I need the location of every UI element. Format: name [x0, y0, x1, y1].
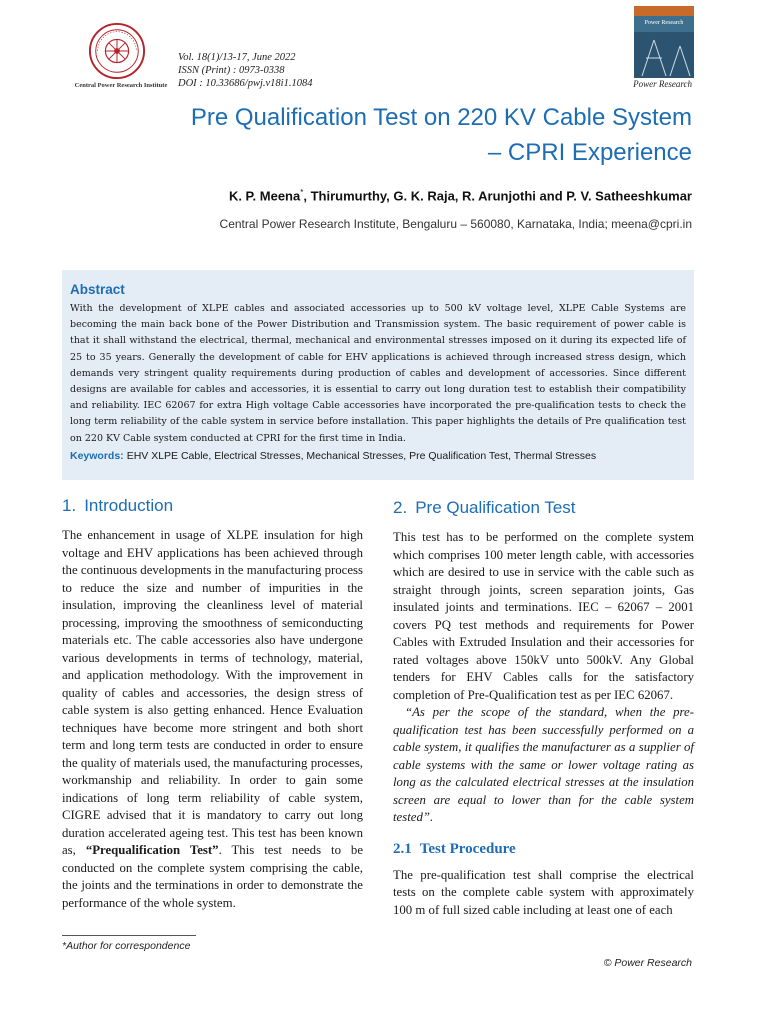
- issn-info: ISSN (Print) : 0973-0338: [178, 65, 285, 76]
- subsection-number: 2.1: [393, 840, 412, 857]
- abstract-box: [62, 270, 694, 480]
- section-title: Introduction: [84, 496, 174, 515]
- first-author: K. P. Meena: [228, 188, 301, 204]
- abstract-heading: Abstract: [70, 282, 125, 297]
- abstract-text: With the development of XLPE cables and associated accessories up to 500 kV voltage level, XLPE Cable Systems are becoming the main back bone of the Power Distribution and Transmission system. The basic requirement of power cable is that it shall withstand the electrical, thermal, mechanical and environmental stresses imposed on it during its expected life of 25 to 35 years. Generally the development of cable for EHV applications is achieved through increased stress design, which demands very stringent quality requirements during production of cables and development of accessories. Since different designs are available for cables and accessories, it is essential to carry out long duration test to establish their compatibility and reliability. IEC 62067 for extra High voltage Cable accessories have incorporated the pre-qualification tests to check the long term reliability of the cable system in service before installation. This paper highlights the details of Pre qualification test on 220 KV Cable system conducted at CPRI for the first time in India.: [70, 303, 686, 444]
- other-authors: , Thirumurthy, G. K. Raja, R. Arunjothi and P. V. Satheeshkumar: [303, 188, 692, 204]
- journal-cover-art-icon: [634, 6, 694, 78]
- doi-info: DOI : 10.33686/pwj.v18i1.1084: [178, 78, 313, 89]
- section-title: Pre Qualification Test: [415, 498, 576, 517]
- copyright-notice: © Power Research: [603, 957, 692, 969]
- title-line-2: – CPRI Experience: [487, 139, 692, 166]
- journal-cover-image: [634, 6, 694, 78]
- section-heading-pre-qualification-test: [393, 498, 694, 518]
- page-header: [0, 0, 768, 96]
- right-column: [393, 498, 694, 919]
- journal-name: Power Research: [633, 79, 692, 89]
- introduction-paragraph: [62, 527, 363, 912]
- pq-paragraph: This test has to be performed on the complete system which comprises 100 meter length cable, with accessories which are desired to use in service with the cable such as straight through joints, screen separation joints, Gas insulated joints and terminations. IEC – 62067 – 2001 covers PQ test methods and requirements for Power Cables with Extruded Insulation and their accessories for rated voltages above 150kV unto 500kV. Any Global tenders for EHV Cables calls for the satisfactory completion of Pre-Qualification test as per IEC 62067.: [393, 530, 694, 702]
- author-affiliation: Central Power Research Institute, Bengaluru – 560080, Karnataka, India; meena@cpri.in: [219, 217, 692, 231]
- intro-text-part-2: . This test needs to be conducted on the complete system comprising the cable, the joints and the terminations in order to demonstrate the performance of the whole system.: [62, 843, 364, 910]
- cpri-seal-icon: [88, 22, 146, 80]
- citation-meta: [178, 51, 312, 90]
- subsection-title: Test Procedure: [419, 840, 516, 857]
- section-heading-introduction: [62, 496, 363, 516]
- footnote-divider: [62, 935, 196, 936]
- journal-cover-title: Power Research: [644, 20, 684, 26]
- corresponding-mark: *: [300, 188, 304, 197]
- keywords-label: Keywords:: [70, 449, 124, 462]
- title-line-1: Pre Qualification Test on 220 KV Cable System: [190, 104, 692, 131]
- keywords-line: [70, 448, 686, 464]
- pq-standard-quote: “As per the scope of the standard, when the pre-qualification test has been successfully performed on a cable system, it qualifies the manufacturer as a supplier of cable systems with the same or lower voltage rating as long as the calculated electrical stresses at the insulation screen are equal to lower than for the cable system tested”.: [393, 705, 694, 824]
- keywords-text: EHV XLPE Cable, Electrical Stresses, Mechanical Stresses, Pre Qualification Test, Thermal Stresses: [126, 449, 597, 462]
- paper-title: [191, 100, 692, 170]
- volume-info: Vol. 18(1)/13-17, June 2022: [178, 52, 296, 63]
- intro-text-part-1: The enhancement in usage of XLPE insulation for high voltage and EHV applications has been achieved through the continuous developments in the manufacturing process to reduce the size and number of impurities in the insulation, improving the cleanliness level of material processing, improving the smoothness of semiconducting materials etc. The cable accessories also have undergone various developments in terms of technology, material, and application methodology. With the improvement in quality of cables and accessories, the design stress of cable system is also getting enhanced. Hence Evaluation techniques have become more stringent and both short term and long term tests are conducted in order to ensure the quality of materials used, the manufacturing processes, workmanship and reliability. In order to gain some indications of long term reliability of cable system, CIGRE advised that it is mandatory to carry out long duration accelerated ageing test. This test has been known as,: [62, 528, 363, 857]
- left-column: [62, 496, 363, 912]
- test-procedure-paragraph: The pre-qualification test shall comprise the electrical tests on the complete cable system with approximately 100 m of full sized cable including at least one of each: [393, 867, 694, 917]
- section-number: 2.: [393, 498, 408, 517]
- intro-emphasis: “Prequalification Test”: [85, 843, 219, 857]
- subsection-heading-test-procedure: [393, 841, 694, 858]
- institute-logo-text: Central Power Research Institute: [74, 82, 168, 89]
- section-number: 1.: [62, 496, 77, 515]
- footnote: *Author for correspondence: [62, 940, 191, 952]
- author-list: [229, 188, 692, 203]
